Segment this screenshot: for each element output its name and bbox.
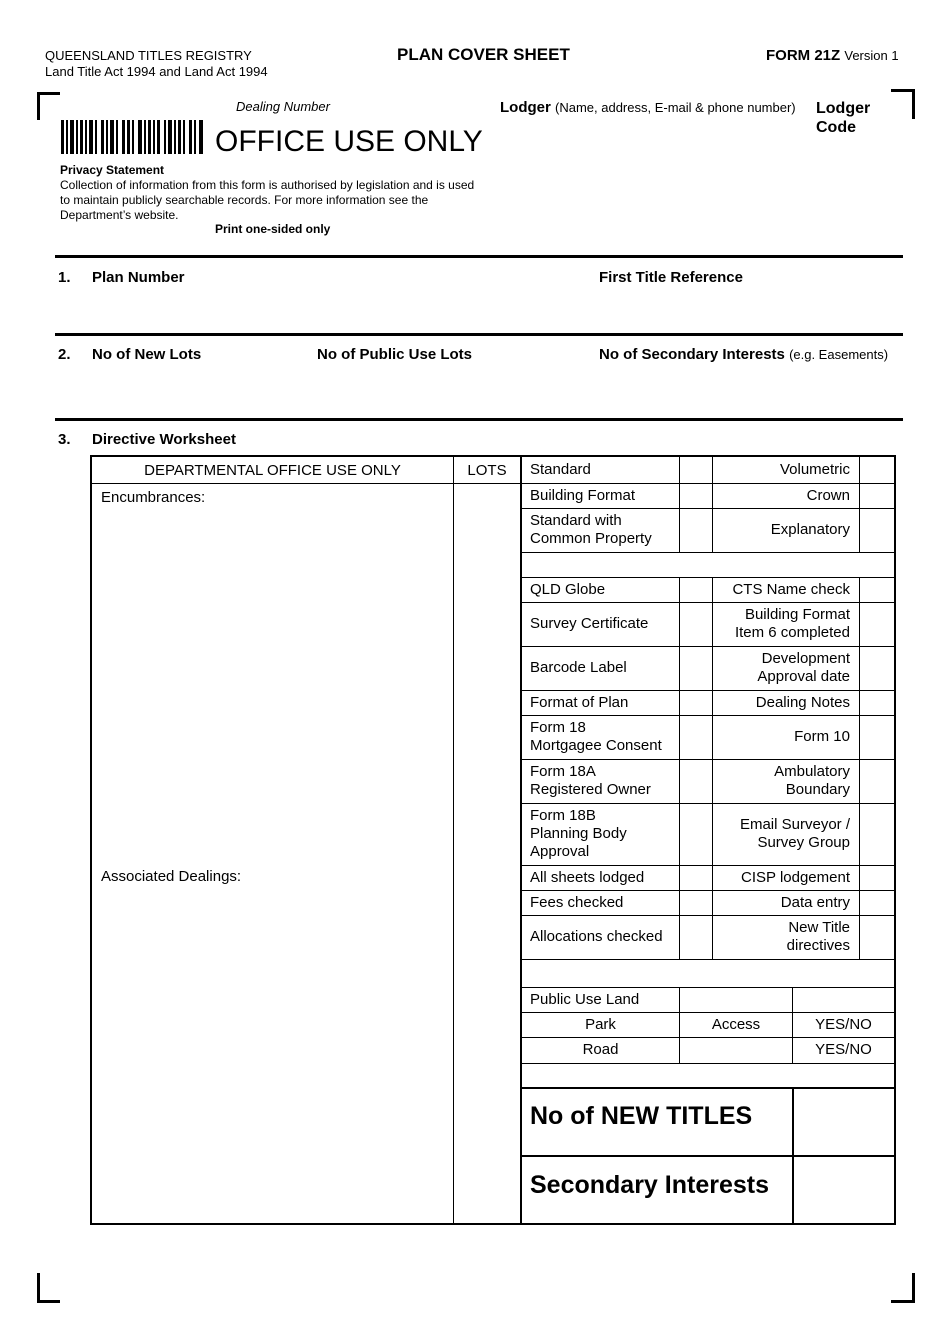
- column-divider: [679, 646, 680, 690]
- checklist-item-label: Volumetric: [779, 461, 850, 478]
- row-divider: [522, 865, 894, 866]
- column-divider: [679, 890, 680, 915]
- lots-header: LOTS: [467, 462, 507, 479]
- corner-mark-top-right: [891, 89, 915, 119]
- row-divider: [522, 646, 894, 647]
- secondary-interests-total-label: Secondary Interests: [530, 1171, 769, 1199]
- registry-header: [45, 48, 268, 80]
- checklist-item-label: Form 18 Mortgagee Consent: [530, 719, 662, 754]
- column-divider: [679, 803, 680, 865]
- checklist-item-label: Standard: [530, 461, 591, 478]
- column-divider: [679, 865, 680, 890]
- checklist-item-label: Fees checked: [530, 893, 624, 911]
- form-version: Version 1: [844, 48, 899, 63]
- column-divider: [679, 715, 680, 759]
- corner-mark-bottom-left: [37, 1273, 60, 1303]
- checklist-item-label: All sheets lodged: [530, 868, 645, 886]
- secondary-interests-label: [599, 346, 888, 363]
- row-divider: [522, 715, 894, 716]
- column-divider: [792, 1087, 794, 1223]
- column-divider: [679, 915, 680, 959]
- office-use-only-label: OFFICE USE ONLY: [215, 125, 483, 158]
- row-divider: [522, 1087, 894, 1089]
- new-lots-label: No of New Lots: [92, 346, 202, 363]
- row-divider: [522, 577, 894, 578]
- road-label: Road: [582, 1041, 619, 1058]
- divider: [55, 255, 903, 258]
- column-divider: [859, 865, 860, 890]
- privacy-heading: Privacy Statement: [60, 163, 165, 177]
- column-divider: [520, 457, 522, 1223]
- row-divider: [522, 483, 894, 484]
- checklist-item-label: Survey Certificate: [530, 615, 649, 632]
- checklist-item-label: Development Approval date: [757, 650, 850, 685]
- column-divider: [679, 690, 680, 715]
- checklist-item-label: Barcode Label: [530, 659, 627, 676]
- row-divider: [522, 552, 894, 553]
- column-divider: [859, 602, 860, 646]
- checklist-item-label: CISP lodgement: [741, 868, 850, 886]
- row-divider: [522, 890, 894, 891]
- column-divider: [859, 483, 860, 508]
- public-use-lots-label: No of Public Use Lots: [317, 346, 473, 363]
- form-code: FORM 21Z: [766, 47, 841, 64]
- new-titles-label: No of NEW TITLES: [530, 1102, 753, 1130]
- checklist-item-label: New Title directives: [786, 919, 850, 954]
- row-divider: [522, 602, 894, 603]
- section-3-number: 3.: [58, 431, 71, 448]
- column-divider: [679, 508, 680, 552]
- lodger-subtitle: (Name, address, E-mail & phone number): [555, 100, 796, 115]
- public-use-land-label: Public Use Land: [530, 991, 640, 1008]
- checklist-item-label: Ambulatory Boundary: [774, 763, 850, 798]
- column-divider: [859, 690, 860, 715]
- checklist-item-label: CTS Name check: [732, 580, 850, 598]
- form-number: [766, 47, 899, 64]
- row-divider: [522, 1012, 894, 1013]
- column-divider: [859, 457, 860, 483]
- section-2-number: 2.: [58, 346, 71, 363]
- checklist-item-label: Explanatory: [770, 521, 850, 538]
- column-divider: [859, 646, 860, 690]
- barcode-icon: [61, 120, 206, 154]
- directive-worksheet-title: Directive Worksheet: [92, 431, 236, 448]
- lodger-title: Lodger: [500, 99, 551, 116]
- checklist-item-label: Data entry: [780, 893, 850, 911]
- column-divider: [859, 890, 860, 915]
- column-divider: [859, 715, 860, 759]
- checklist-item-label: Standard with Common Property: [530, 512, 652, 547]
- access-label: Access: [711, 1016, 761, 1033]
- plan-number-label: Plan Number: [92, 269, 185, 286]
- checklist-item-label: Email Surveyor / Survey Group: [739, 816, 850, 851]
- row-divider: [522, 959, 894, 960]
- first-title-reference-label: First Title Reference: [599, 269, 743, 286]
- park-label: Park: [585, 1016, 616, 1033]
- checklist-item-label: Allocations checked: [530, 928, 663, 945]
- column-divider: [859, 508, 860, 552]
- dept-office-header: DEPARTMENTAL OFFICE USE ONLY: [144, 462, 401, 479]
- directive-worksheet-table: [90, 455, 896, 1225]
- divider: [55, 418, 903, 421]
- row-divider: [522, 759, 894, 760]
- dealing-number-label: Dealing Number: [236, 99, 330, 114]
- corner-mark-bottom-right: [891, 1273, 915, 1303]
- column-divider: [679, 602, 680, 646]
- privacy-text: Collection of information from this form is authorised by legislation and is used to maintain publicly searchable records. For more information see the Department’s website.: [60, 178, 475, 222]
- row-divider: [522, 803, 894, 804]
- column-divider: [679, 759, 680, 803]
- column-divider: [859, 803, 860, 865]
- column-divider: [859, 577, 860, 602]
- checklist-item-label: Form 10: [794, 728, 850, 745]
- row-divider: [522, 508, 894, 509]
- encumbrances-label: Encumbrances:: [101, 489, 206, 506]
- park-yes-no: YES/NO: [815, 1016, 872, 1033]
- secondary-interests-text: No of Secondary Interests: [599, 346, 785, 363]
- column-divider: [679, 483, 680, 508]
- print-note: Print one-sided only: [215, 222, 331, 236]
- registry-name: QUEENSLAND TITLES REGISTRY: [45, 48, 252, 63]
- column-divider: [679, 457, 680, 483]
- registry-acts: Land Title Act 1994 and Land Act 1994: [45, 64, 268, 79]
- header-divider: [92, 483, 522, 484]
- section-1-number: 1.: [58, 269, 71, 286]
- column-divider: [859, 759, 860, 803]
- row-divider: [522, 690, 894, 691]
- checklist-item-label: Building Format: [530, 486, 636, 504]
- corner-mark-top-left: [37, 92, 60, 120]
- column-divider: [679, 577, 680, 602]
- checklist-item-label: Format of Plan: [530, 693, 629, 711]
- associated-dealings-label: Associated Dealings:: [101, 868, 242, 885]
- column-divider: [859, 915, 860, 959]
- row-divider: [522, 1037, 894, 1038]
- checklist-item-label: Building Format Item 6 completed: [734, 606, 850, 641]
- row-divider: [522, 915, 894, 916]
- checklist-item-label: Crown: [806, 486, 850, 504]
- lodger-label: [500, 99, 796, 116]
- checklist-item-label: Form 18B Planning Body Approval: [530, 807, 627, 860]
- divider: [55, 333, 903, 336]
- checklist-item-label: Form 18A Registered Owner: [530, 763, 651, 798]
- row-divider: [522, 1155, 894, 1157]
- checklist-item-label: QLD Globe: [530, 580, 606, 598]
- row-divider: [522, 1063, 894, 1064]
- column-divider: [453, 457, 454, 1223]
- checklist-item-label: Dealing Notes: [755, 693, 850, 711]
- lodger-code-label: Lodger Code: [816, 100, 871, 136]
- form-title: PLAN COVER SHEET: [397, 45, 570, 64]
- road-yes-no: YES/NO: [815, 1041, 872, 1058]
- secondary-interests-example: (e.g. Easements): [789, 347, 889, 362]
- row-divider: [522, 987, 894, 988]
